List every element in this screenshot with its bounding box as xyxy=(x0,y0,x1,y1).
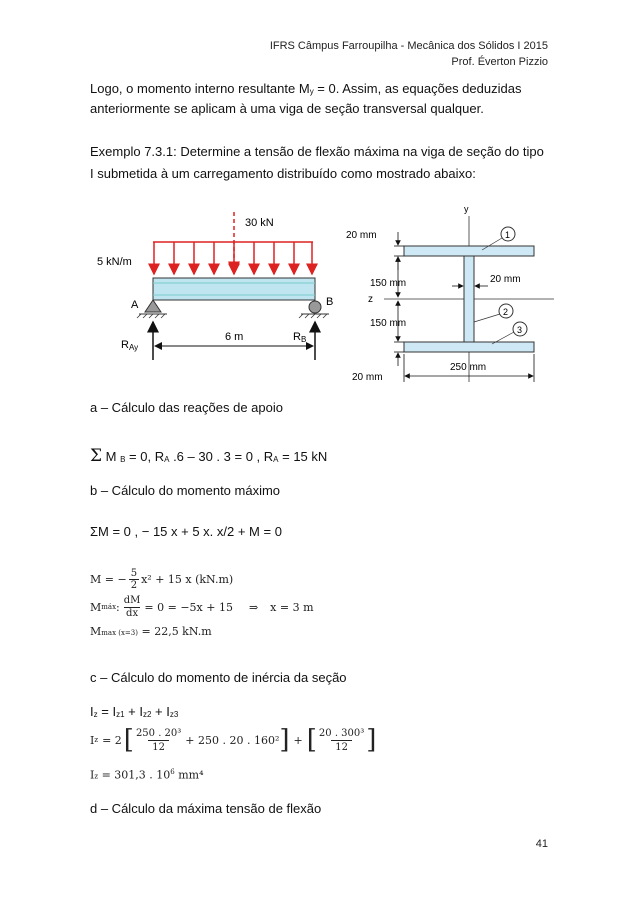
lower-web-height: 150 mm xyxy=(370,318,407,329)
step-a-title: a – Cálculo das reações de apoio xyxy=(90,400,283,415)
intro-line-2: anteriormente se aplicam à uma viga de seção transversal qualquer. xyxy=(90,101,484,116)
svg-text:1: 1 xyxy=(505,230,511,240)
y-axis-label: y xyxy=(464,204,469,214)
distributed-load-arrows xyxy=(154,242,312,274)
example-line-2: I submetida à um carregamento distribuído como mostrado abaixo: xyxy=(90,166,476,181)
point-load-label: 30 kN xyxy=(245,217,274,229)
moment-function: M = − $\frac{5}{2}$ x² + 15 x (kN.m) xyxy=(90,567,234,591)
distributed-load-label: 5 kN/m xyxy=(97,256,132,268)
step-c-title: c – Cálculo do momento de inércia da seção xyxy=(90,670,347,685)
i-section-diagram xyxy=(342,202,554,388)
moment-max-value: Mmax (x=3) = 22,5 kN.m xyxy=(90,625,212,638)
moment-derivative: M máx : $\frac{dM}{dx}$ = 0 = −5x + 15 ⇒ x = 3 m xyxy=(90,594,314,619)
upper-web-height: 150 mm xyxy=(370,278,407,289)
beam-diagram xyxy=(95,210,335,370)
top-flange xyxy=(404,246,534,256)
support-b-label: B xyxy=(326,296,334,308)
flange-width: 250 mm xyxy=(450,362,487,373)
step-a-equation: Σ M B = 0, RA .6 – 30 . 3 = 0 , RA = 15 kN xyxy=(90,446,328,466)
bottom-flange-thickness: 20 mm xyxy=(352,372,383,383)
step-c-equation: Iz = Iz1 + Iz2 + Iz3 xyxy=(90,704,179,719)
svg-text:3: 3 xyxy=(517,325,523,335)
header-author: Prof. Éverton Pizzio xyxy=(451,56,548,68)
web-thickness: 20 mm xyxy=(490,274,521,285)
step-b-title: b – Cálculo do momento máximo xyxy=(90,483,281,498)
example-line-1: Exemplo 7.3.1: Determine a tensão de flexão máxima na viga de seção do tipo xyxy=(90,144,544,159)
inertia-expression: I z = 2 [ 250 . 20³ 12 + 250 . 20 . 160² ] + [ 20 . 300³ 12 ] xyxy=(90,725,377,755)
pin-support-a xyxy=(145,300,161,312)
intro-line-1: Logo, o momento interno resultante My = 0. Assim, as equações deduzidas xyxy=(90,81,522,96)
bottom-flange xyxy=(404,342,534,352)
support-a-label: A xyxy=(131,299,139,311)
page-number: 41 xyxy=(535,838,548,850)
web xyxy=(464,256,474,342)
z-axis-label: z xyxy=(368,294,373,305)
step-d-title: d – Cálculo da máxima tensão de flexão xyxy=(90,801,322,816)
roller-support-b xyxy=(309,301,321,313)
svg-text:2: 2 xyxy=(503,307,509,317)
step-b-equation: ΣM = 0 , − 15 x + 5 x. x/2 + M = 0 xyxy=(90,524,282,539)
inertia-equation-block xyxy=(90,720,376,782)
header-course: IFRS Câmpus Farroupilha - Mecânica dos Sólidos I 2015 xyxy=(269,40,548,52)
reaction-a-label: RAy xyxy=(121,339,139,352)
reaction-b-label: RB xyxy=(293,331,307,344)
inertia-result: Iz = 301,3 . $10^6$ mm⁴ xyxy=(90,768,204,782)
moment-equation-block xyxy=(90,566,314,642)
top-flange-thickness: 20 mm xyxy=(346,230,377,241)
span-label: 6 m xyxy=(225,331,244,343)
beam xyxy=(153,278,315,300)
